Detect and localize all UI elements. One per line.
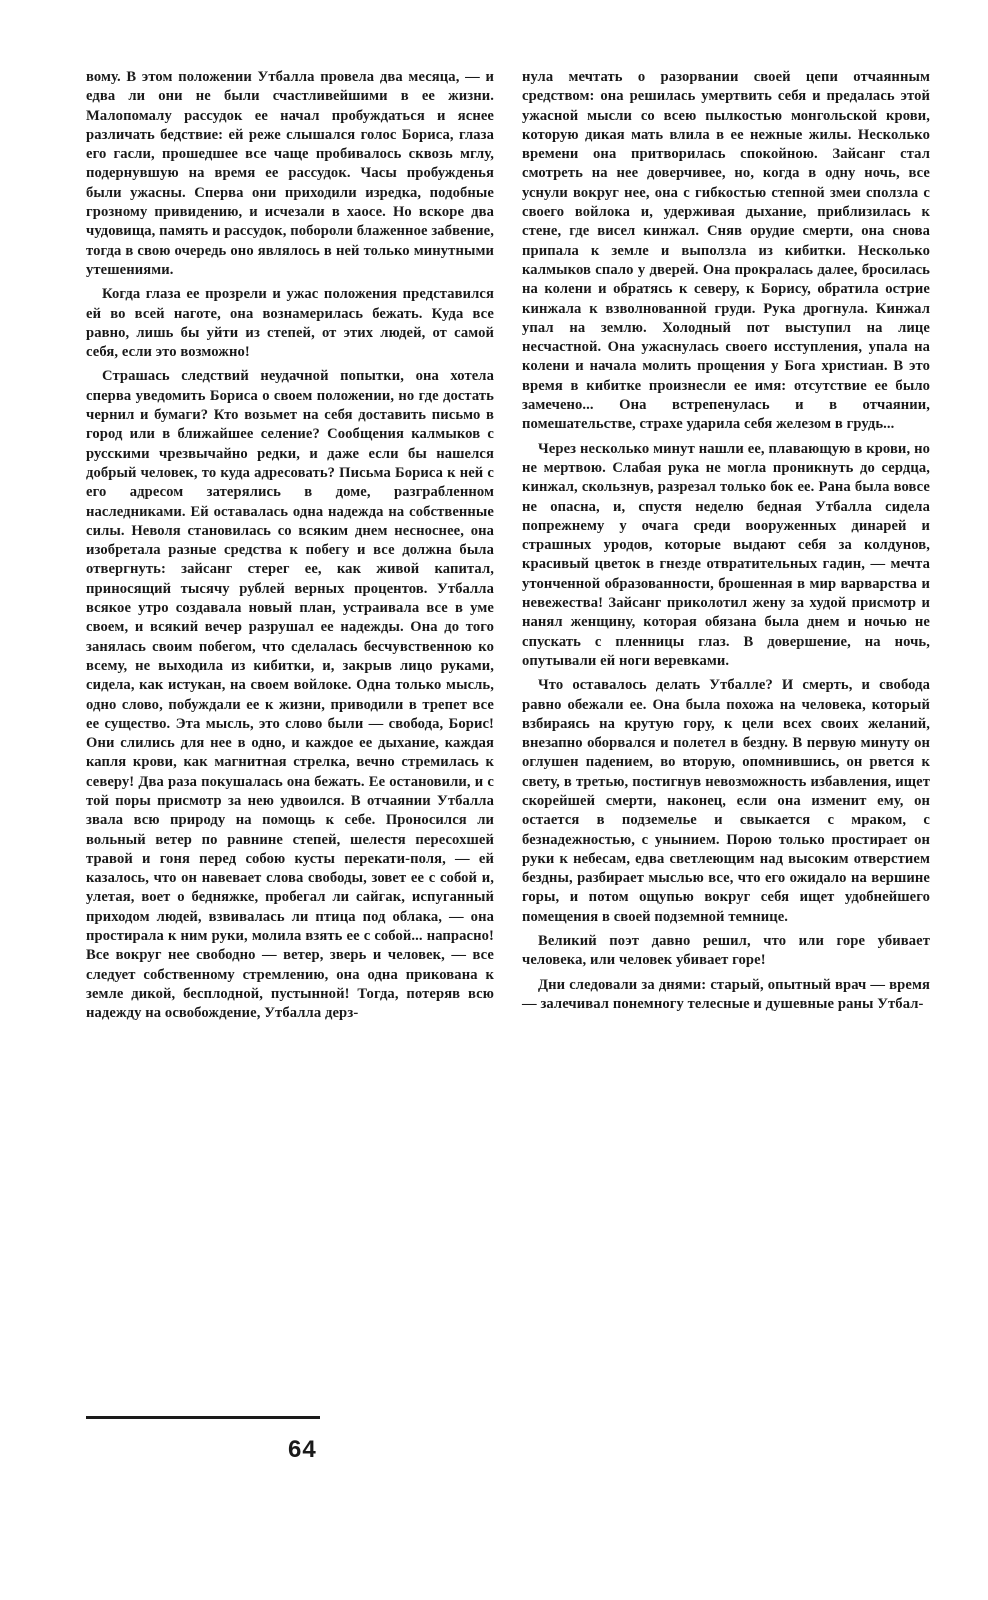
paragraph: Когда глаза ее прозрели и ужас положения представился ей во всей наготе, она вознамерилась бежать. Куда все равно, лишь бы уйти из степей, от этих людей, от самой себя, если это возможно! xyxy=(86,286,494,361)
paragraph: вому. В этом положении Утбалла провела два месяца, — и едва ли они не были счастливейшими в ее жизни. Малопомалу рассудок ее начал пробуждаться и яснее различать бедствие: ей реже слышался голос Бориса, глаза его гасли, прошедшее все чаще пробивалось сквозь мглу, подернувшую на время ее рассудок. Часы пробужденья были ужасны. Сперва они приходили изредка, подобные грозному привидению, и исчезали в хаосе. Но вскоре два чудовища, память и рассудок, побороли блаженное забвение, тогда в свою очередь оно являлось в ней только минутными утешениями. xyxy=(86,69,494,278)
paragraph: Дни следовали за днями: старый, опытный врач — время — залечивал понемногу телесные и душевные раны Утбал- xyxy=(522,976,930,1012)
right-column xyxy=(522,68,930,1019)
paragraph: Через несколько минут нашли ее, плавающую в крови, но не мертвою. Слабая рука не могла проникнуть до сердца, кинжал, скользнув, разрезал только бок ее. Рана была вовсе не опасна, и, спустя неделю бедная Утбалла сидела попрежнему у очага среди вооруженных динарей и страшных уродов, которые выдают себя за колдунов, красивый цветок в гнезде отвратительных гадин, — мечта утонченной образованности, брошенная в мир варварства и невежества! Зайсанг приколотил жену за худой присмотр и нанял женщину, которая обязана была днем и ночью не спускать с пленницы глаз. В довершение, на ночь, опутывали ей ноги веревками. xyxy=(522,440,930,669)
paragraph: нула мечтать о разорвании своей цепи отчаянным средством: она решилась умертвить себя и предалась этой ужасной мысли со всею пылкостью монгольской крови, которую дикая мать влила в ее нежные жилы. Несколько времени она притворилась спокойною. Зайсанг стал смотреть на нее доверчивее, но, когда в одну ночь, все уснули вокруг нее, она с гибкостью степной змеи сползла с своего войлока и, удерживая дыхание, приблизилась к стене, где висел кинжал. Сняв орудие смерти, она снова припала к земле и выползла из кибитки. Несколько калмыков спало у дверей. Она прокралась далее, бросилась на колени и обратясь к северу, к Борису, обратила острие кинжала к взволнованной груди. Рука дрогнула. Кинжал упал на землю. Холодный пот выступил на лице несчастной. Она ужаснулась своего исступления, упала на колени и начала молить прощения у Бога христиан. В это время в кибитке произнесли ее имя: отсутствие ее было замечено... Она встрепенулась и в отчаянии, помешательстве, страхе ударила себя железом в грудь... xyxy=(522,69,930,433)
footnote-rule xyxy=(86,1416,320,1419)
left-column xyxy=(86,68,494,1029)
paragraph: Что оставалось делать Утбалле? И смерть, и свобода равно обежали ее. Она была похожа на человека, который взбираясь на крутую гору, к цели всех своих желаний, внезапно оборвался и полетел в бездну. В первую минуту он оглушен падением, во вторую, опомнившись, он рвется к свету, в третью, постигнув невозможность избавления, ищет скорейшей смерти, наконец, если она изменит ему, он остается в подземелье и свыкается с мраком, с безнадежностью, с унынием. Порою только простирает он руки к небесам, едва светлеющим над высоким отверстием бездны, разбирает мыслью все, что его ожидало на вершине горы, и потом ощупью вокруг себя ищет удобнейшего помещения в своей подземной темнице. xyxy=(522,677,930,925)
paragraph: Великий поэт давно решил, что или горе убивает человека, или человек убивает горе! xyxy=(522,933,930,969)
paragraph: Страшась следствий неудачной попытки, она хотела сперва уведомить Бориса о своем положении, но где достать чернил и бумаги? Кто возьмет на себя доставить письмо в город или в ближайшее селение? Сообщения калмыков с русскими чрезвычайно редки, и даже если бы нашелся добрый человек, то куда адресовать? Письма Бориса к ней с его адресом затерялись в доме, разграбленном наследниками. Ей оставалась одна надежда на собственные силы. Неволя становилась со всяким днем несноснее, она изобретала разные средства к побегу и все должна была отвергнуть: зайсанг стерег ее, как живой капитал, приносящий тысячу рублей верных процентов. Утбалла всякое утро создавала новый план, устраивала все в уме своем, и всякий вечер разрушал ее надежды. Она до того занялась своим побегом, что сделалась бесчувственною ко всему, не выходила из кибитки, и, закрыв лицо руками, сидела, как истукан, на своем войлоке. Одна только мысль, одно слово, побуждали ее к жизни, приводили в трепет все ее существо. Эта мысль, это слово были — свобода, Борис! Они слились для нее в одно, и каждое ее дыхание, каждая капля крови, как магнитная стрелка, вечно стремилась к северу! Два раза покушалась она бежать. Ее остановили, и с той поры присмотр за нею удвоился. В отчаянии Утбалла звала всю природу на помощь к себе. Проносился ли вольный ветер по равнине степей, шелестя пересохшей травой и гоня перед собою кусты перекати-поля, — ей казалось, что он навевает слова свободы, зовет ее с собой и, улетая, воет о бедняжке, пробегал ли сайгак, испуганный приходом людей, взвивалась ли птица под облака, — она простирала к ним руки, молила взять ее с собой... напрасно! Все вокруг нее свободно — ветер, зверь и человек, — все следует собственному стремлению, она одна прикована к земле дикой, бесплодной, пустынной! Тогда, потеряв всю надежду на освобождение, Утбалла дерз- xyxy=(86,368,494,1022)
page-number: 64 xyxy=(288,1436,317,1463)
